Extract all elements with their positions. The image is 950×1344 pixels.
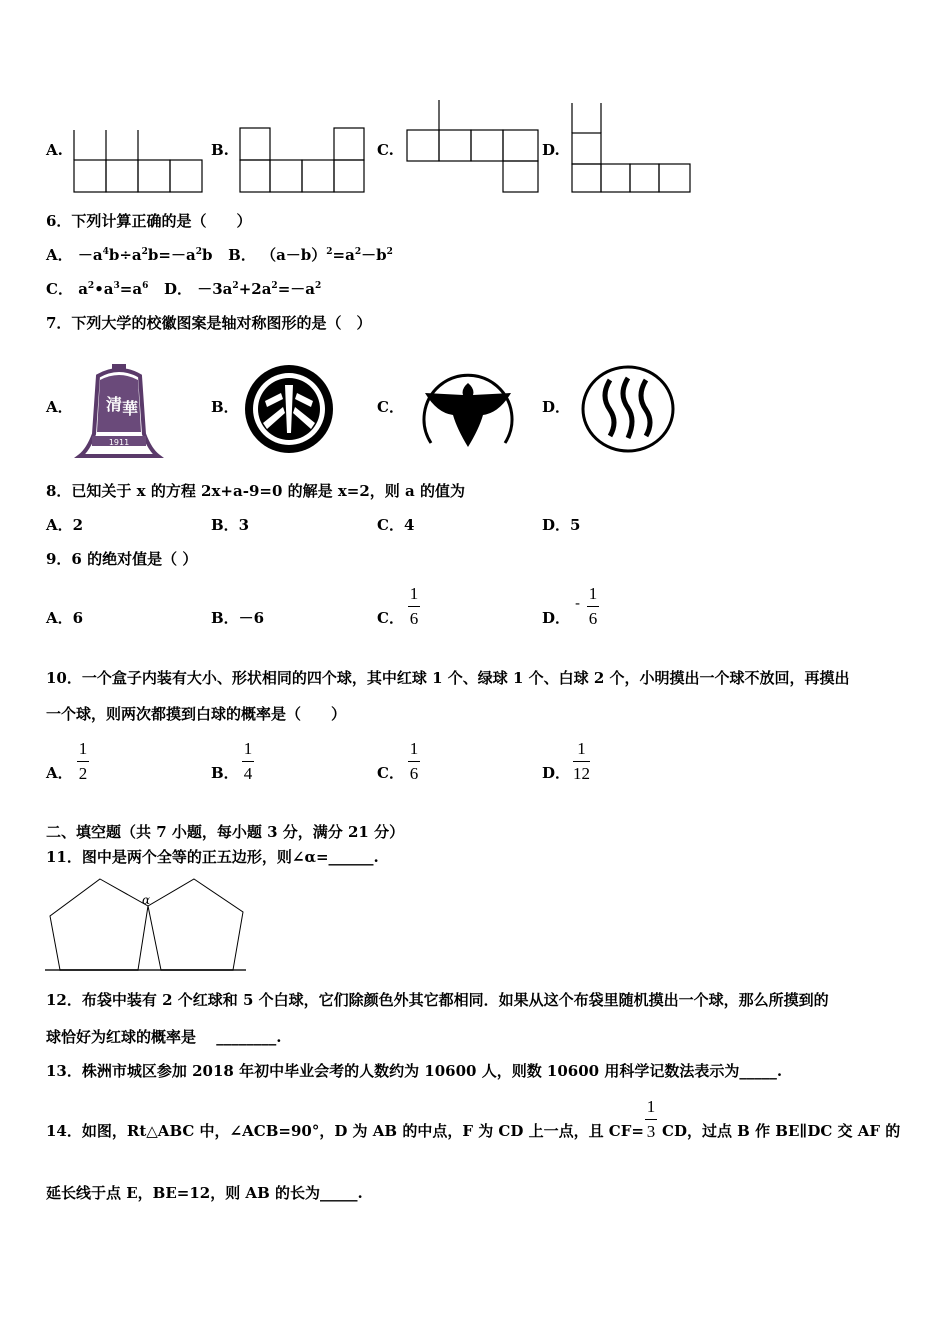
q14-stem-line2: 延长线于点 E，BE=12，则 AB 的长为_____. — [46, 1184, 363, 1202]
fraction-bar — [77, 761, 89, 762]
q10-option-d-label: D． — [542, 764, 571, 782]
q6-b-expr: $(a-b)^2=a^2-b^2$ — [261, 246, 393, 264]
eagle-emblem-icon — [417, 363, 519, 453]
fraction-numerator: 1 — [409, 584, 419, 603]
net-diagram-c — [407, 100, 538, 192]
fraction-bar — [587, 606, 599, 607]
net-diagram-d — [572, 103, 690, 192]
fraction-bar — [242, 761, 254, 762]
fraction-bar — [645, 1119, 657, 1120]
q6-c-expr: $a^2•a^3=a^6$ — [78, 280, 149, 298]
net-diagram-a — [74, 130, 202, 192]
q8-option-b: B．3 — [211, 516, 250, 534]
q10-option-a-fraction — [77, 739, 89, 784]
fraction-denominator: 2 — [78, 764, 88, 783]
q9-option-c-fraction — [408, 584, 420, 629]
q6-a-expr: $-a^4b\div a^2b=-a^2b$ — [77, 246, 213, 264]
q10-stem-line1: 10．一个盒子内装有大小、形状相同的四个球，其中红球 1 个、绿球 1 个、白球 2 个，小明摸出一个球不放回，再摸出 — [46, 669, 850, 687]
q9-option-d-label: D． — [542, 609, 571, 627]
q9-option-d-fraction — [587, 584, 599, 629]
q10-option-c-label: C． — [377, 764, 404, 782]
fraction-denominator: 6 — [409, 609, 419, 628]
q12-stem-line1: 12．布袋中装有 2 个红球和 5 个白球，它们除颜色外其它都相同．如果从这个布袋里随机摸出一个球，那么所摸到的 — [46, 991, 829, 1009]
q12-stem-line2: 球恰好为红球的概率是 ________. — [46, 1028, 282, 1046]
q8-option-d: D．5 — [542, 516, 581, 534]
q6-options-ab — [46, 246, 393, 264]
q6-d-label: D． — [164, 280, 193, 298]
pentagon-left — [50, 879, 151, 970]
fraction-denominator: 6 — [409, 764, 419, 783]
wave-emblem-icon — [580, 364, 676, 454]
q9-option-a: A．6 — [46, 609, 84, 627]
section-2-title: 二、填空题（共 7 小题，每小题 3 分，满分 21 分） — [46, 823, 405, 841]
q13-stem: 13．株洲市城区参加 2018 年初中毕业会考的人数约为 10600 人，则数 10600 用科学记数法表示为_____. — [46, 1062, 783, 1080]
bell-emblem-icon — [78, 358, 160, 462]
q6-c-label: C． — [46, 280, 73, 298]
q7-option-a-label: A． — [46, 398, 73, 416]
q14-stem-part1: 14．如图，Rt△ABC 中，∠ACB=90°，D 为 AB 的中点，F 为 CD 上一点，且 CF= — [46, 1122, 644, 1140]
q9-option-d-sign: - — [575, 594, 581, 612]
q10-option-b-fraction — [242, 739, 254, 784]
fraction-numerator: 1 — [577, 739, 586, 758]
q10-option-d-fraction — [573, 739, 590, 784]
net-diagram-b — [240, 128, 364, 192]
svg-text:清: 清 — [106, 395, 123, 414]
q7-option-c-label: C． — [377, 398, 404, 416]
fraction-numerator: 1 — [646, 1097, 656, 1116]
q6-d-expr: $-3a^2+2a^2=-a^2$ — [197, 280, 322, 298]
bell-year: 1911 — [108, 438, 130, 447]
q9-option-c-label: C． — [377, 609, 404, 627]
angle-alpha-label: α — [142, 893, 151, 907]
fraction-bar — [408, 761, 420, 762]
q6-options-cd — [46, 280, 321, 298]
q10-option-b-label: B． — [211, 764, 239, 782]
q8-stem: 8．已知关于 x 的方程 2x+a-9=0 的解是 x=2，则 a 的值为 — [46, 482, 465, 500]
fraction-denominator: 4 — [243, 764, 253, 783]
svg-text:華: 華 — [122, 399, 139, 418]
fraction-denominator: 3 — [646, 1122, 656, 1141]
q10-option-a-label: A． — [46, 764, 73, 782]
pku-emblem-icon — [243, 363, 335, 455]
fraction-numerator: 1 — [588, 584, 598, 603]
q6-a-label: A． — [46, 246, 73, 264]
q6-stem: 6．下列计算正确的是（ ） — [46, 212, 252, 230]
fraction-numerator: 1 — [243, 739, 253, 758]
fraction-numerator: 1 — [409, 739, 419, 758]
q11-stem: 11．图中是两个全等的正五边形，则∠α=______. — [46, 848, 379, 866]
q11-pentagons-figure — [40, 874, 250, 974]
fraction-numerator: 1 — [78, 739, 88, 758]
q5-option-b-label: B. — [211, 141, 229, 159]
q5-nets — [0, 0, 950, 210]
q7-option-d-label: D． — [542, 398, 571, 416]
q9-stem: 9．6 的绝对值是（ ） — [46, 550, 198, 568]
pentagon-right — [148, 879, 243, 970]
q10-stem-line2: 一个球，则两次都摸到白球的概率是（ ） — [46, 705, 347, 723]
q7-stem: 7．下列大学的校徽图案是轴对称图形的是（ ） — [46, 314, 372, 332]
q8-option-a: A．2 — [46, 516, 84, 534]
q8-option-c: C．4 — [377, 516, 415, 534]
fraction-bar — [573, 761, 590, 762]
fraction-denominator: 12 — [573, 764, 590, 783]
q5-option-a-label: A. — [46, 141, 63, 159]
q14-stem-part2: CD，过点 B 作 BE∥DC 交 AF 的 — [662, 1122, 901, 1140]
q10-option-c-fraction — [408, 739, 420, 784]
q5-option-d-label: D. — [542, 141, 560, 159]
q14-fraction — [645, 1097, 657, 1142]
fraction-denominator: 6 — [588, 609, 598, 628]
q9-option-b: B．－6 — [211, 609, 265, 627]
fraction-bar — [408, 606, 420, 607]
q6-b-label: B． — [228, 246, 256, 264]
q7-option-b-label: B． — [211, 398, 239, 416]
q5-option-c-label: C. — [377, 141, 394, 159]
